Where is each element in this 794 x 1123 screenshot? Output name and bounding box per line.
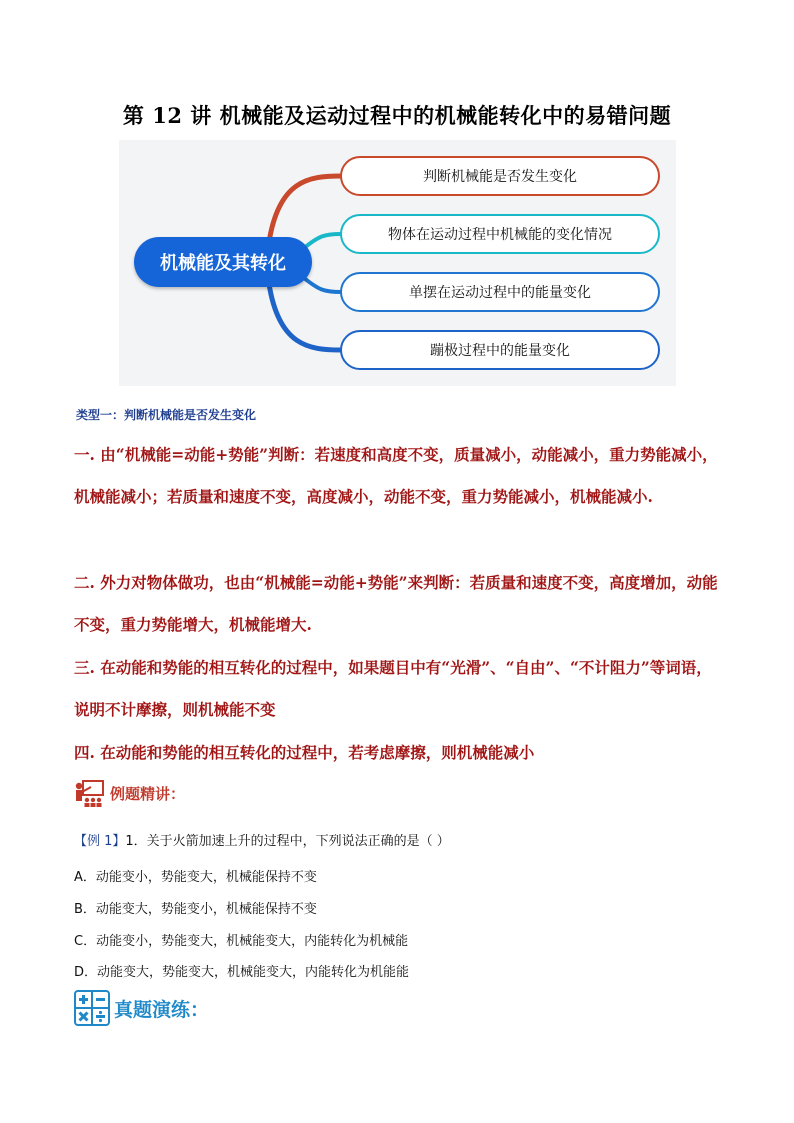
example-label: 【例 1】 [74,834,126,849]
option-b: B．动能变大，势能变小，机械能保持不变 [74,902,317,917]
example-question [74,830,450,849]
rule-item: 四. 在动能和势能的相互转化的过程中，若考虑摩擦，则机械能减小 [74,743,535,762]
example-heading-text: 例题精讲： [110,784,186,803]
option-a: A．动能变小，势能变大，机械能保持不变 [74,870,317,885]
rule-item: 三. 在动能和势能的相互转化的过程中，如果题目中有“光滑”、“自由”、“不计阻力”等词语，说明不计摩擦，则机械能不变 [74,658,712,719]
mind-map-branch: 判断机械能是否发生变化 [340,156,660,196]
connector-1 [269,176,341,242]
page-title: 第 12 讲 机械能及运动过程中的机械能转化中的易错问题 [122,103,672,128]
rule-item: 一. 由“机械能=动能+势能”判断：若速度和高度不变，质量减小，动能减小，重力势能减小，机械能减小；若质量和速度不变，高度减小，动能不变，重力势能减小，机械能减小. [74,445,718,506]
example-heading [74,778,185,808]
calculator-icon [74,990,110,1026]
mind-map-branch: 蹦极过程中的能量变化 [340,330,660,370]
connector-3 [304,278,341,292]
rule-item: 二. 外力对物体做功，也由“机械能=动能+势能”来判断：若质量和速度不变，高度增加，动能不变，重力势能增大，机械能增大. [74,573,718,634]
mind-map-branch: 单摆在运动过程中的能量变化 [340,272,660,312]
mind-map-branch: 物体在运动过程中机械能的变化情况 [340,214,660,254]
practice-heading-text: 真题演练： [114,998,210,1021]
example-stem: 1．关于火箭加速上升的过程中，下列说法正确的是（ ） [125,834,450,849]
option-d: D．动能变大，势能变大，机械能变大，内能转化为机能能 [74,965,410,980]
mind-map [119,140,676,386]
teacher-icon [74,778,106,808]
connector-2 [304,234,341,248]
type-heading: 类型一：判断机械能是否发生变化 [76,408,257,422]
mind-map-center: 机械能及其转化 [134,237,312,287]
practice-heading [74,990,209,1026]
connector-4 [269,284,341,350]
option-c: C．动能变小，势能变大，机械能变大，内能转化为机械能 [74,934,409,949]
